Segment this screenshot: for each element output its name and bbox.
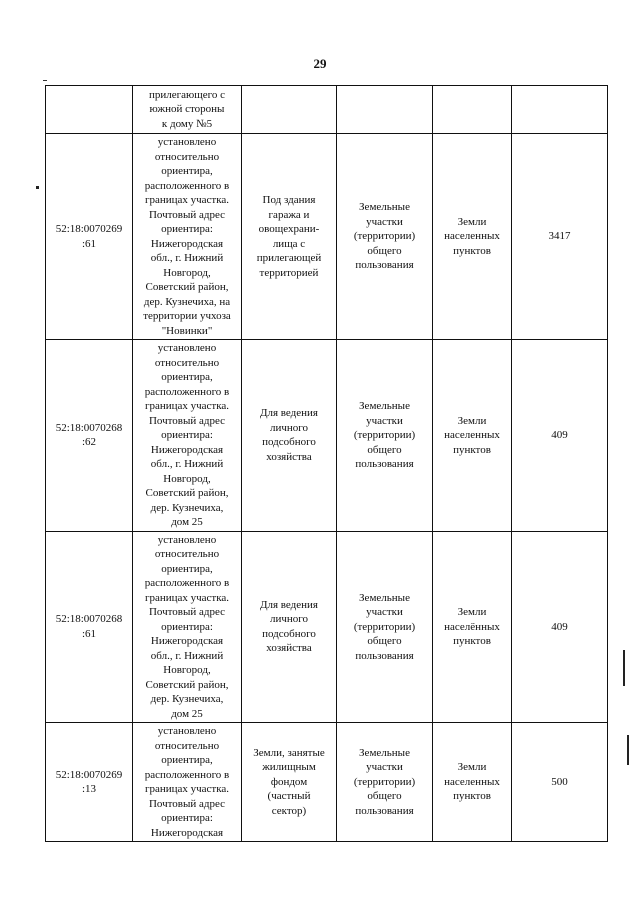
cadastral-number-cell: 52:18:0070268 :62 [46, 340, 133, 532]
permitted-use-cell [242, 86, 337, 134]
permitted-use-cell: Под здания гаража и овощехрани- лища с прилегающей территорией [242, 134, 337, 340]
permitted-use-cell: Для ведения личного подсобного хозяйства [242, 340, 337, 532]
table-row [46, 134, 608, 340]
table-row [46, 86, 608, 134]
category-cell: Земельные участки (территории) общего пользования [337, 340, 433, 532]
cadastral-number-cell: 52:18:0070268 :61 [46, 531, 133, 723]
category-cell: Земельные участки (территории) общего пользования [337, 531, 433, 723]
category-cell: Земельные участки (территории) общего пользования [337, 723, 433, 842]
location-cell: прилегающего с южной стороны к дому №5 [133, 86, 242, 134]
cadastral-number-cell: 52:18:0070269 :13 [46, 723, 133, 842]
land-category-cell [433, 86, 512, 134]
table-row [46, 723, 608, 842]
scan-artifact [627, 735, 629, 765]
area-cell: 409 [512, 340, 608, 532]
page-number: 29 [313, 56, 327, 71]
area-cell: 409 [512, 531, 608, 723]
location-cell: установлено относительно ориентира, расположенного в границах участка. Почтовый адрес ориентира: Нижегородская обл., г. Нижний Новгород, Советский район, дер. Кузнечиха, дом 25 [133, 531, 242, 723]
category-cell: Земельные участки (территории) общего пользования [337, 134, 433, 340]
category-cell [337, 86, 433, 134]
permitted-use-cell: Для ведения личного подсобного хозяйства [242, 531, 337, 723]
land-category-cell: Земли населенных пунктов [433, 723, 512, 842]
land-category-cell: Земли населенных пунктов [433, 340, 512, 532]
land-plots-table [45, 85, 608, 842]
location-cell: установлено относительно ориентира, расположенного в границах участка. Почтовый адрес ориентира: Нижегородская обл., г. Нижний Новгород, Советский район, дер. Кузнечиха, на территории учхоза "Новинки" [133, 134, 242, 340]
scan-artifact [623, 650, 625, 686]
area-cell [512, 86, 608, 134]
location-cell: установлено относительно ориентира, расположенного в границах участка. Почтовый адрес ориентира: Нижегородская [133, 723, 242, 842]
land-category-cell: Земли населённых пунктов [433, 531, 512, 723]
table-row [46, 531, 608, 723]
scan-artifact [43, 80, 47, 81]
cadastral-number-cell [46, 86, 133, 134]
area-cell: 500 [512, 723, 608, 842]
location-cell: установлено относительно ориентира, расположенного в границах участка. Почтовый адрес ориентира: Нижегородская обл., г. Нижний Новгород, Советский район, дер. Кузнечиха, дом 25 [133, 340, 242, 532]
table-row [46, 340, 608, 532]
scan-artifact [36, 186, 39, 189]
permitted-use-cell: Земли, занятые жилищным фондом (частный сектор) [242, 723, 337, 842]
cadastral-number-cell: 52:18:0070269 :61 [46, 134, 133, 340]
area-cell: 3417 [512, 134, 608, 340]
land-category-cell: Земли населенных пунктов [433, 134, 512, 340]
